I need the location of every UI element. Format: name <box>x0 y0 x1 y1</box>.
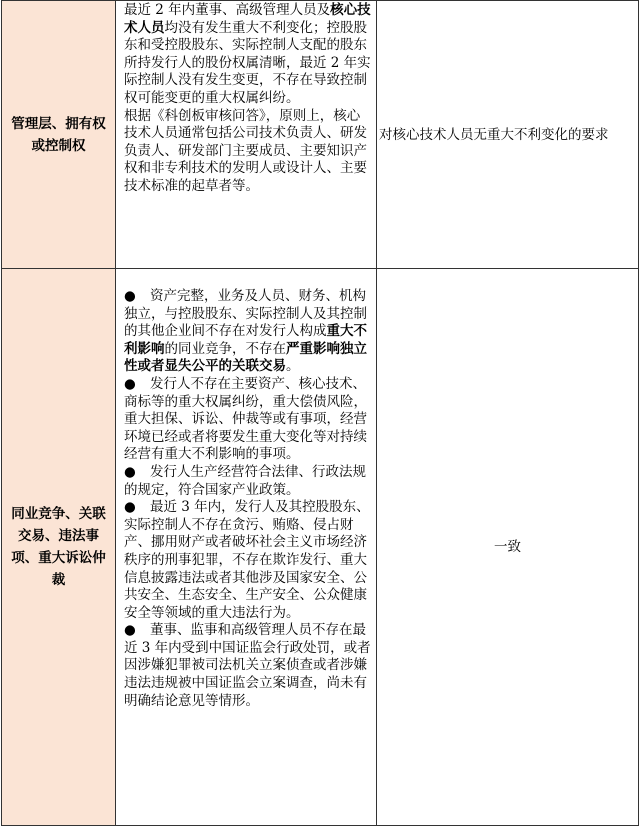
category-cell <box>2 269 116 826</box>
comparison-cell <box>377 269 639 826</box>
bullet-icon: ● <box>124 463 136 480</box>
comparison-text: 对核心技术人员无重大不利变化的要求 <box>379 126 609 143</box>
table-row <box>2 269 639 826</box>
requirement-paragraph: 根据《科创板审核问答》，原则上，核心技术人员通常包括公司技术负责人、研发负责人、研发部门主要成员、主要知识产权和非专利技术的发明人或设计人、主要技术标准的起草者等。 <box>124 107 367 194</box>
requirement-cell <box>116 269 377 826</box>
requirement-cell <box>116 1 377 269</box>
comparison-cell <box>377 1 639 269</box>
comparison-table <box>1 0 639 826</box>
category-label: 管理层、拥有权或控制权 <box>11 115 106 154</box>
requirement-paragraph: 最近 2 年内董事、高级管理人员及核心技术人员均没有发生重大不利变化；控股股东和受控股股东、实际控制人支配的股东所持发行人的股份权属清晰，最近 2 年实际控制人没有发生变更，不存在导致控制权可能变更的重大权属纠纷。 <box>124 2 371 106</box>
bullet-item: ● 董事、监事和高级管理人员不存在最近 3 年内受到中国证监会行政处罚，或者因涉嫌犯罪被司法机关立案侦查或者涉嫌违法违规被中国证监会立案调查，尚未有明确结论意见等情形。 <box>124 622 371 709</box>
category-cell <box>2 1 116 269</box>
comparison-text: 一致 <box>494 539 521 555</box>
bullet-item: ● 发行人不存在主要资产、核心技术、商标等的重大权属纠纷，重大偿债风险，重大担保、诉讼、仲裁等或有事项，经营环境已经或者将要发生重大变化等对持续经营有重大不利影响的事项。 <box>124 375 367 463</box>
bullet-item: ● 发行人生产经营符合法律、行政法规的规定，符合国家产业政策。 <box>124 463 366 498</box>
bullet-icon: ● <box>124 622 136 639</box>
table-row <box>2 1 639 269</box>
bullet-icon: ● <box>124 375 136 392</box>
bullet-item: ● 资产完整，业务及人员、财务、机构独立，与控股股东、实际控制人及其控制的其他企业间不存在对发行人构成重大不利影响的同业竞争，不存在严重影响独立性或者显失公平的关联交易。 <box>124 288 367 375</box>
bullet-icon: ● <box>124 288 136 304</box>
bullet-icon: ● <box>124 499 136 516</box>
bullet-item: ● 最近 3 年内，发行人及其控股股东、实际控制人不存在贪污、贿赂、侵占财产、挪用财产或者破坏社会主义市场经济秩序的刑事犯罪，不存在欺诈发行、重大信息披露违法或者其他涉及国家安全、公共安全、生态安全、生产安全、公众健康安全等领域的重大违法行为。 <box>124 499 370 621</box>
category-label: 同业竞争、关联交易、违法事项、重大诉讼仲裁 <box>11 506 106 588</box>
